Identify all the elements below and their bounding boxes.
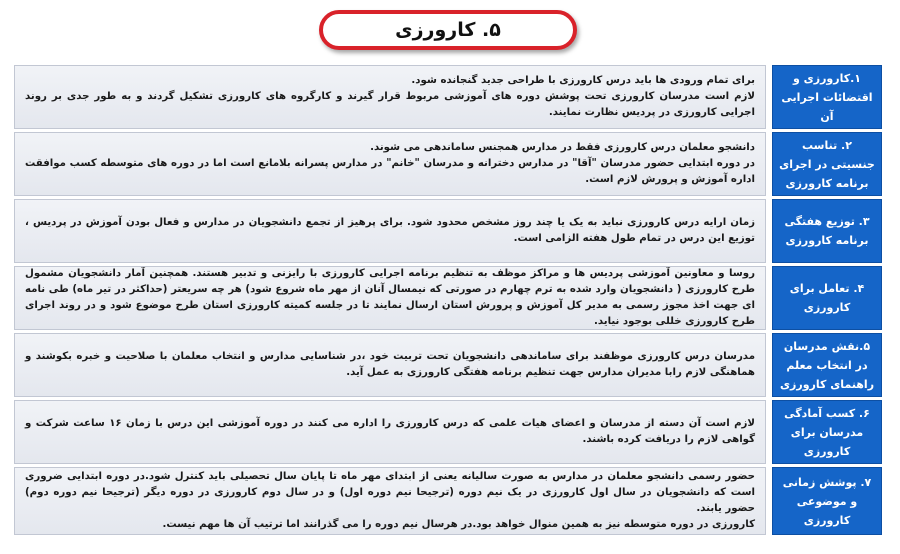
description-line: روسا و معاونین آموزشی پردیس ها و مراکز موظف به تنظیم برنامه اجرایی کارورزی با رایزنی و تدبیر هستند. همچنین آمار دانشجویان مشمول طرح کارورزی ( دانشجویان وارد شده به ترم چهارم در صورتی که نیمسال آنان از مهر ماه شروع شود) هر چه سریعتر (حداکثر در تیر ماه) طی نامه ای جهت اخذ مجوز رسمی به مدیر کل آموزش و پرورش استان ارسال نمایند تا در جلسه کمیته کارورزی استان طرح موضوع شود و در روند اجرای طرح کارورزی خللی بوجود نیاید. (25, 268, 755, 327)
row-header: ۱.کارورزی و اقتضائات اجرایی آن (772, 65, 882, 129)
section-title (319, 10, 577, 50)
row-description (14, 333, 766, 397)
description-line: زمان ارایه درس کارورزی نباید به یک یا چند روز مشخص محدود شود. برای پرهیز از تجمع دانشجویان در مدارس و فعال بودن آموزش در پردیس ، توزیع این درس در تمام طول هفته الزامی است. (25, 217, 755, 244)
row-description (14, 65, 766, 129)
table-row (14, 132, 882, 196)
row-description (14, 199, 766, 263)
description-line: برای تمام ورودی ها باید درس کارورزی با طراحی جدید گنجانده شود. (411, 75, 755, 86)
table-row (14, 266, 882, 330)
table-row (14, 333, 882, 397)
description-line: در دوره ابتدایی حضور مدرسان "آقا" در مدارس دخترانه و مدرسان "خانم" در مدارس پسرانه بلامانع است اما در دوره های متوسطه کسب موافقت اداره آموزش و پرورش لازم است. (25, 158, 755, 185)
row-description (14, 467, 766, 535)
description-line: مدرسان درس کارورزی موظفند برای ساماندهی دانشجویان تحت تربیت خود ،در شناسایی مدارس و انتخاب معلمان با صلاحیت و خبره بکوشند و هماهنگی لازم رابا مدیران مدارس جهت تنظیم برنامه هفتگی کارورزی به عمل آید. (25, 351, 755, 378)
row-header: ۷. پوشش زمانی و موضوعی کارورزی (772, 467, 882, 535)
row-header: ۳. توزیع هفتگی برنامه کارورزی (772, 199, 882, 263)
description-line: حضور رسمی دانشجو معلمان در مدارس به صورت سالیانه یعنی از ابتدای مهر ماه تا پایان سال تحصیلی باید کنترل شود.در دوره ابتدایی ضروری است که دانشجویان در سال اول کارورزی در یک نیم دوره (ترجیحا نیم دوره اول) و در سال دوم کارورزی در دوره دیگر (ترجیحا نیم دوره دوم) حضور یابند. (25, 471, 755, 514)
table-row (14, 467, 882, 535)
section-title-text: ۵. کارورزی (395, 19, 501, 41)
table-row (14, 65, 882, 129)
row-description (14, 400, 766, 464)
table-row (14, 199, 882, 263)
description-line: لازم است مدرسان کارورزی تحت پوشش دوره های آموزشی مربوط قرار گیرند و کارگروه های کارورزی تشکیل گردند و به طور جدی بر روند اجرایی کارورزی در پردیس نظارت نمایند. (25, 91, 755, 118)
row-header: ۴. تعامل برای کارورزی (772, 266, 882, 330)
row-header: ۶. کسب آمادگی مدرسان برای کارورزی (772, 400, 882, 464)
internship-table (14, 65, 882, 535)
row-header: ۵.نقش مدرسان در انتخاب معلم راهنمای کارورزی (772, 333, 882, 397)
description-line: کارورزی در دوره متوسطه نیز به همین منوال خواهد بود.در هرسال نیم دوره را می گذرانند اما ترتیب آن ها مهم نیست. (162, 519, 755, 530)
table-row (14, 400, 882, 464)
description-line: دانشجو معلمان درس کارورزی فقط در مدارس همجنس ساماندهی می شوند. (370, 142, 755, 153)
row-header: ۲. تناسب جنسیتی در اجرای برنامه کارورزی (772, 132, 882, 196)
row-description (14, 266, 766, 330)
row-description (14, 132, 766, 196)
description-line: لازم است آن دسته از مدرسان و اعضای هیات علمی که درس کارورزی را اداره می کنند در دوره آموزشی این درس با زمان ۱۶ ساعت شرکت و گواهی لازم را دریافت کرده باشند. (25, 418, 756, 445)
